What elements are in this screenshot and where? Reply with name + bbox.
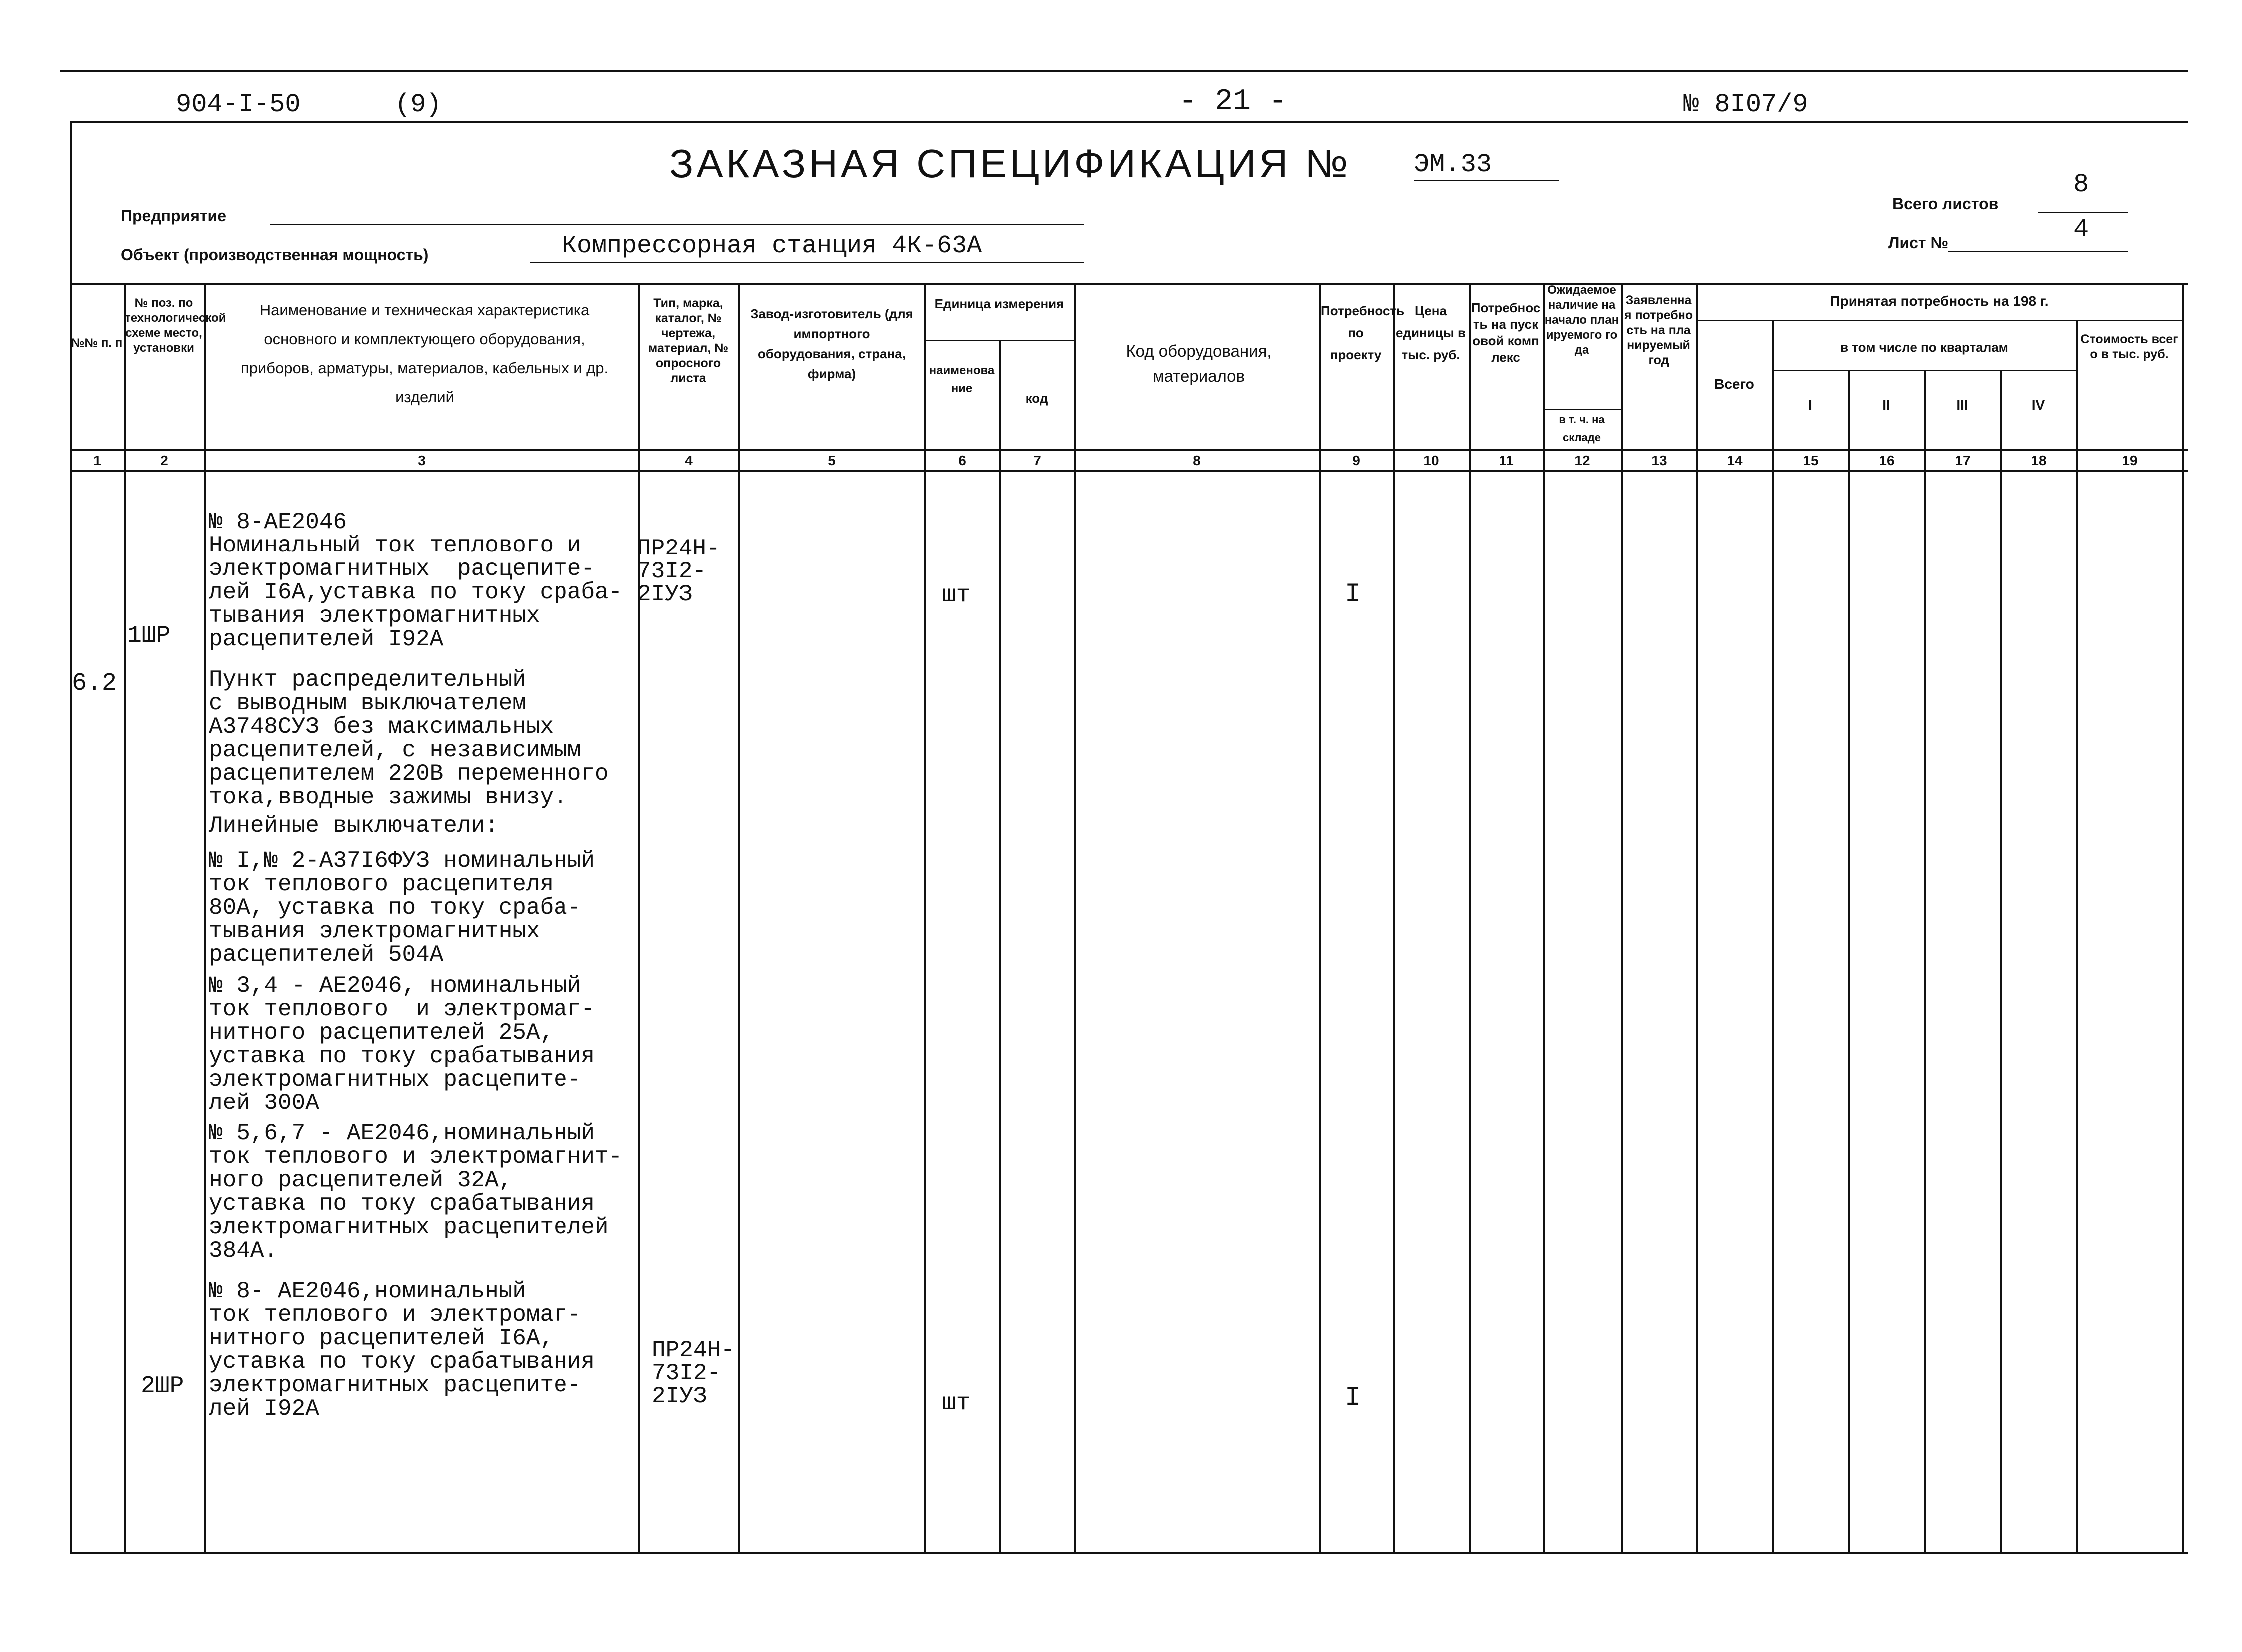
header-c10: Цена единицы в тыс. руб. <box>1395 303 1466 362</box>
item2-type: ПР24Н- 73I2- 2IУЗ <box>652 1337 735 1409</box>
inv-number: № 8I07/9 <box>1683 90 1808 119</box>
sheet-no-label: Лист № <box>1888 234 1949 252</box>
description-block: № 8- АЕ2046,номинальный ток теплового и электромаг- нитного расцепителей I6А, уставка по току срабатывания электромагнитных расцепите- лей I92А <box>209 1278 595 1422</box>
col-sep-8 <box>1319 283 1321 1552</box>
col-number: 11 <box>1499 453 1514 468</box>
col-sep-14 <box>1772 320 1774 1552</box>
spec-number-line <box>1414 180 1559 181</box>
accepted-subheader-rule <box>1696 320 2182 321</box>
header-c19: Стоимость всего в тыс. руб. <box>2080 332 2178 361</box>
col-sep-12 <box>1621 283 1623 1552</box>
quarters-subheader-rule <box>1772 370 2076 371</box>
col-sep-13 <box>1696 283 1698 1552</box>
col-sep-15 <box>1848 370 1850 1552</box>
col-number: 5 <box>828 453 836 468</box>
item1-quantity: I <box>1345 579 1361 610</box>
header-c13: Заявленная потребность на планируемый год <box>1624 293 1693 367</box>
description-block: № 3,4 - АЕ2046, номинальный ток теплового и электромаг- нитного расцепителей 25А, уставка по току срабатывания электромагнитных расцепите- лей 300А <box>209 973 595 1116</box>
col-number: 18 <box>2031 453 2047 468</box>
header-c6-7: Единица измерения <box>934 296 1064 311</box>
description-block: № 8-АЕ2046 Номинальный ток теплового и электромагнитных расцепите- лей I6А,уставка по току сраба- тывания электромагнитных расцепителей I92А <box>209 509 623 652</box>
item1-type: ПР24Н- 73I2- 2IУЗ <box>637 536 720 607</box>
header-c14: Всего <box>1714 376 1754 392</box>
col-sep-6 <box>999 340 1001 1552</box>
stock-subheader-rule <box>1543 409 1621 410</box>
header-c16: II <box>1882 397 1890 413</box>
object-line <box>530 262 1084 263</box>
item1-position: 1ШР <box>127 622 171 649</box>
col-number: 6 <box>958 453 966 468</box>
col-number: 16 <box>1879 453 1895 468</box>
header-c17: III <box>1956 397 1968 413</box>
sheets-total-line <box>2038 212 2128 213</box>
description-block: № 5,6,7 - АЕ2046,номинальный ток теплового и электромагнит- ного расцепителей 32А, уставка по току срабатывания электромагнитных расцепителей 384А. <box>209 1120 623 1264</box>
header-c3: Наименование и техническая характеристика основного и комплектующего оборудования, приборов, арматуры, материалов, кабельных и др. изделий <box>240 301 609 406</box>
col-sep-4 <box>738 283 740 1552</box>
col-sep-11 <box>1543 283 1545 1552</box>
doc-variant: (9) <box>395 90 442 119</box>
sheet-no: 4 <box>2073 215 2089 244</box>
item2-unit: шт <box>942 1390 971 1417</box>
col-number: 13 <box>1651 453 1667 468</box>
header-c12: Ожидаемое наличие на начало планируемого года <box>1544 283 1619 357</box>
col-sep-7 <box>1074 283 1076 1552</box>
description-block: Линейные выключатели: <box>209 813 499 839</box>
header-c12b: в т. ч. на складе <box>1559 413 1605 444</box>
col-number: 12 <box>1574 453 1590 468</box>
col-number: 4 <box>685 453 693 468</box>
header-c11: Потребность на пусковой комплекс <box>1471 300 1541 365</box>
header-quarters: в том числе по кварталам <box>1840 340 2008 355</box>
header-accepted: Принятая потребность на 198 г. <box>1830 293 2049 309</box>
doc-code: 904-I-50 <box>176 90 301 119</box>
col-number: 17 <box>1955 453 1971 468</box>
col-number: 19 <box>2122 453 2138 468</box>
object-label: Объект (производственная мощность) <box>121 246 429 264</box>
col-number: 2 <box>160 453 168 468</box>
row-number: 6.2 <box>72 669 117 698</box>
header-c4: Тип, марка, каталог, № чертежа, материал, № опросного листа <box>648 296 729 385</box>
header-c7: код <box>1025 391 1048 406</box>
header-c18: IV <box>2031 397 2045 413</box>
header-c15: I <box>1808 397 1812 413</box>
header-c6: наименование <box>929 364 995 395</box>
col-number: 10 <box>1423 453 1439 468</box>
col-number: 3 <box>418 453 426 468</box>
object-value: Компрессорная станция 4К-63А <box>562 232 982 260</box>
item2-position: 2ШР <box>141 1373 184 1400</box>
page-title: ЗАКАЗНАЯ СПЕЦИФИКАЦИЯ № <box>669 141 1351 186</box>
col-numbers-bottom <box>70 470 2188 472</box>
item2-quantity: I <box>1345 1383 1361 1413</box>
unit-subheader-rule <box>924 340 1074 341</box>
col-number: 9 <box>1352 453 1360 468</box>
col-sep-9 <box>1393 283 1395 1552</box>
sheets-total: 8 <box>2073 170 2089 199</box>
col-sep-5 <box>924 283 926 1552</box>
col-number: 15 <box>1803 453 1819 468</box>
col-sep-10 <box>1469 283 1471 1552</box>
col-number: 7 <box>1033 453 1041 468</box>
col-sep-2 <box>204 283 206 1552</box>
col-number: 1 <box>93 453 101 468</box>
table-bottom-rule <box>70 1552 2188 1554</box>
top-rule <box>60 70 2188 72</box>
header-rule <box>70 121 2188 123</box>
col-number: 14 <box>1727 453 1743 468</box>
sheet-no-line <box>1948 251 2128 252</box>
col-number: 8 <box>1193 453 1201 468</box>
page-number: - 21 - <box>1179 85 1287 119</box>
header-c1: №№ п. п <box>71 336 123 350</box>
frame-right <box>2182 283 2184 1553</box>
description-block: № I,№ 2-А37I6ФУЗ номинальный ток теплового расцепителя 80А, уставка по току сраба- тывания электромагнитных расцепителей 504А <box>209 848 595 968</box>
spec-number: ЭМ.33 <box>1414 150 1492 179</box>
col-sep-3 <box>638 283 640 1552</box>
col-sep-17 <box>2000 370 2002 1552</box>
item1-unit: шт <box>942 582 971 609</box>
col-sep-16 <box>1924 370 1926 1552</box>
sheets-total-label: Всего листов <box>1892 195 1999 213</box>
header-c2: № поз. по технологической схеме место, установки <box>125 296 226 355</box>
enterprise-label: Предприятие <box>121 207 227 225</box>
header-c9: Потребность по проекту <box>1321 303 1405 362</box>
header-c8: Код оборудования, материалов <box>1126 342 1272 385</box>
header-c5: Завод-изготовитель (для импортного оборудования, страна, фирма) <box>750 306 913 381</box>
table-top-rule <box>70 283 2188 285</box>
col-numbers-top <box>70 449 2188 451</box>
enterprise-line <box>270 224 1084 225</box>
col-sep-18 <box>2076 320 2078 1552</box>
col-sep-1 <box>124 283 126 1552</box>
description-block: Пункт распределительный с выводным выключателем А3748СУЗ без максимальных расцепителей, с независимым расцепителем 220В переменного тока,вводные зажимы внизу. <box>209 667 609 810</box>
